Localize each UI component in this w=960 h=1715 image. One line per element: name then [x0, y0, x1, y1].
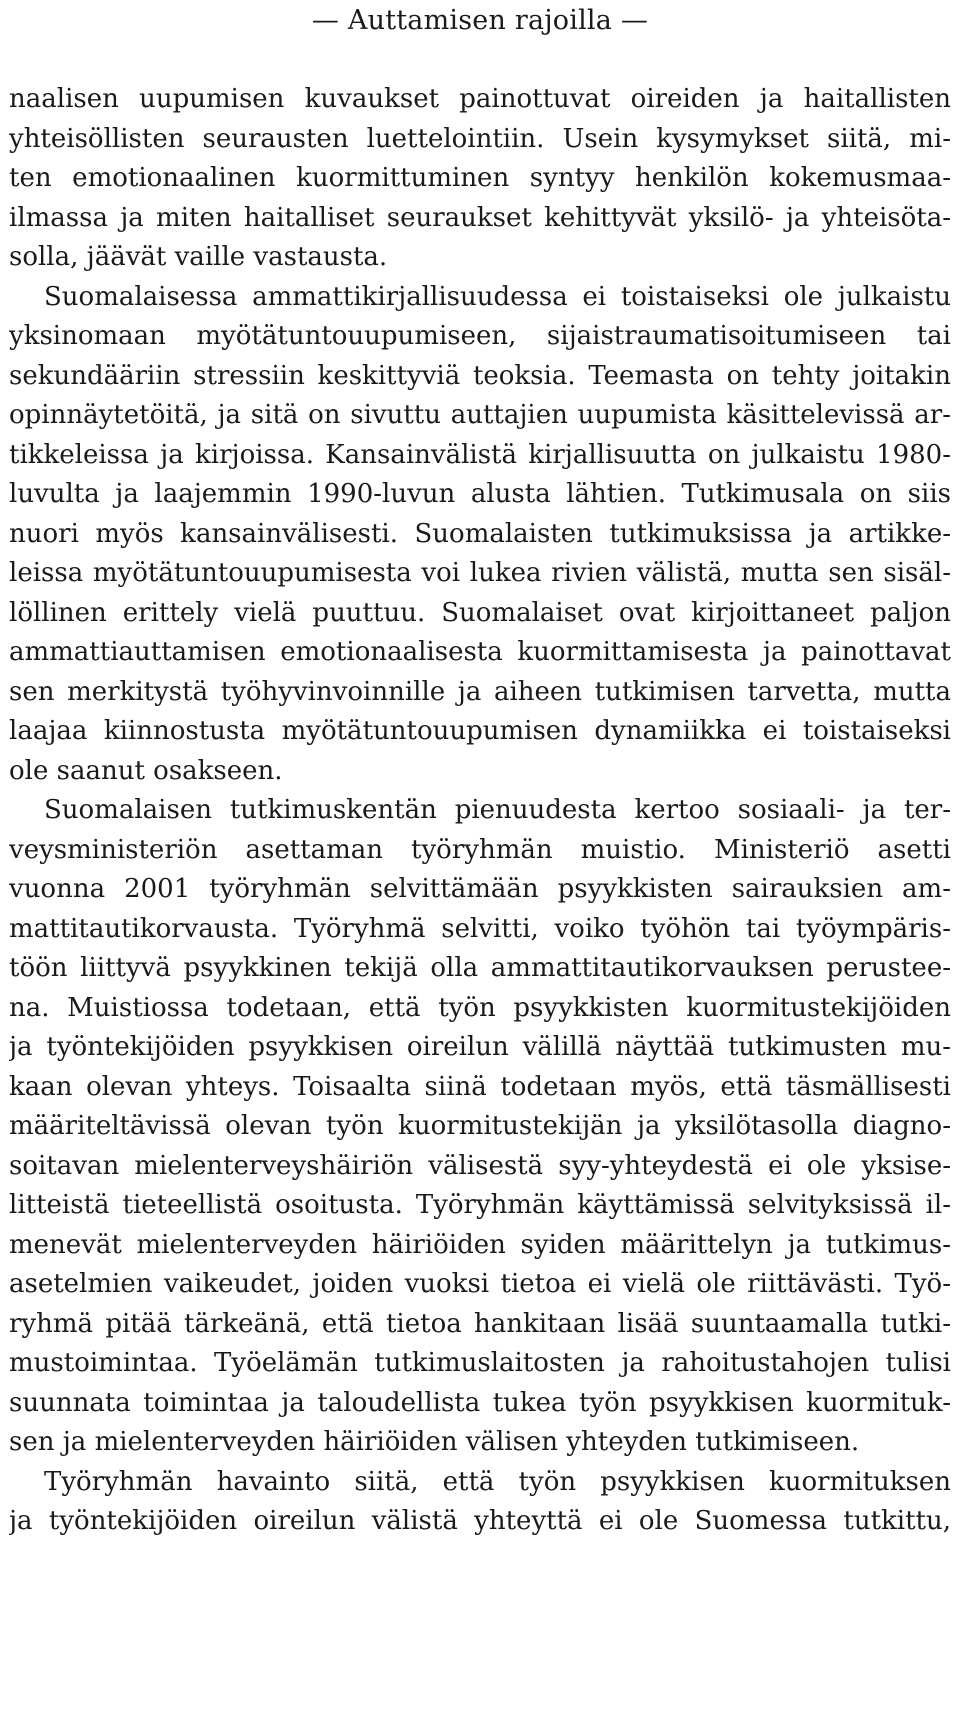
text-line: sen ja mielenterveyden häiriöiden välisen yhteyden tutkimiseen. — [9, 1427, 860, 1457]
body-text — [9, 80, 951, 1542]
text-line: ilmassa ja miten haitalliset seuraukset kehittyvät yksilö- ja yhteisöta- — [9, 202, 951, 233]
text-line: Työryhmän havainto siitä, että työn psyykkisen kuormituksen — [44, 1466, 951, 1497]
text-line: naalisen uupumisen kuvaukset painottuvat oireiden ja haitallisten — [9, 84, 951, 114]
text-line: nuori myös kansainvälisesti. Suomalaisten tutkimuksissa ja artikke- — [9, 518, 951, 549]
text-line: soitavan mielenterveyshäiriön välisestä syy-yhteydestä ei ole yksise- — [9, 1150, 951, 1181]
paragraph — [9, 1463, 951, 1542]
text-line: ryhmä pitää tärkeänä, että tietoa hankitaan lisää suuntaamalla tutki- — [9, 1308, 951, 1339]
text-line: opinnäytetöitä, ja sitä on sivuttu auttajien uupumista käsittelevissä ar- — [9, 400, 951, 430]
text-line: mattitautikorvausta. Työryhmä selvitti, voiko työhön tai työympäris- — [9, 913, 951, 944]
text-line: ja työntekijöiden oireilun välistä yhteyttä ei ole Suomessa tutkittu, — [9, 1506, 951, 1536]
text-line: Suomalaisessa ammattikirjallisuudessa ei toistaiseksi ole julkaistu — [44, 281, 951, 312]
text-line: suunnata toimintaa ja taloudellista tukea työn psyykkisen kuormituk- — [9, 1387, 951, 1418]
text-line: ten emotionaalinen kuormittuminen syntyy henkilön kokemusmaa- — [9, 163, 951, 193]
text-line: vuonna 2001 työryhmän selvittämään psyykkisten sairauksien am- — [9, 874, 951, 904]
text-line: ammattiauttamisen emotionaalisesta kuormittamisesta ja painottavat — [9, 637, 951, 667]
text-line: löllinen erittely vielä puuttuu. Suomalaiset ovat kirjoittaneet paljon — [9, 597, 951, 628]
running-header: — Auttamisen rajoilla — — [311, 5, 649, 36]
text-line: asetelmien vaikeudet, joiden vuoksi tietoa ei vielä ole riittävästi. Työ- — [9, 1269, 951, 1299]
text-line: määriteltävissä olevan työn kuormitustekijän ja yksilötasolla diagno- — [9, 1111, 951, 1141]
text-line: na. Muistiossa todetaan, että työn psyykkisten kuormitustekijöiden — [9, 992, 951, 1023]
text-line: leissa myötätuntouupumisesta voi lukea rivien välistä, mutta sen sisäl- — [9, 558, 951, 588]
text-line: sen merkitystä työhyvinvoinnille ja aiheen tutkimisen tarvetta, mutta — [9, 676, 951, 707]
text-line: yksinomaan myötätuntouupumiseen, sijaistraumatisoitumiseen tai — [9, 321, 951, 351]
text-line: laajaa kiinnostusta myötätuntouupumisen dynamiikka ei toistaiseksi — [9, 716, 951, 746]
text-line: tikkeleissa ja kirjoissa. Kansainvälistä kirjallisuutta on julkaistu 1980- — [9, 439, 951, 470]
text-line: töön liittyvä psyykkinen tekijä olla ammattitautikorvauksen perustee- — [9, 953, 951, 983]
text-line: mustoimintaa. Työelämän tutkimuslaitosten ja rahoitustahojen tulisi — [9, 1348, 951, 1378]
paragraph — [9, 278, 951, 792]
text-line: sekundääriin stressiin keskittyviä teoksia. Teemasta on tehty joitakin — [9, 360, 951, 391]
text-line: Suomalaisen tutkimuskentän pienuudesta kertoo sosiaali- ja ter- — [44, 795, 951, 825]
text-line: yhteisöllisten seurausten luettelointiin. Usein kysymykset siitä, mi- — [9, 123, 951, 154]
text-line: luvulta ja laajemmin 1990-luvun alusta lähtien. Tutkimusala on siis — [9, 479, 951, 509]
paragraph — [9, 80, 951, 278]
text-line: veysministeriön asettaman työryhmän muistio. Ministeriö asetti — [9, 834, 951, 865]
text-line: ole saanut osakseen. — [9, 755, 283, 786]
text-line: ja työntekijöiden psyykkisen oireilun välillä näyttää tutkimusten mu- — [9, 1032, 951, 1062]
text-line: menevät mielenterveyden häiriöiden syiden määrittelyn ja tutkimus- — [9, 1229, 951, 1260]
paragraph — [9, 791, 951, 1463]
text-line: kaan olevan yhteys. Toisaalta siinä todetaan myös, että täsmällisesti — [9, 1071, 951, 1102]
text-line: solla, jäävät vaille vastausta. — [9, 242, 388, 272]
text-line: litteistä tieteellistä osoitusta. Työryhmän käyttämissä selvityksissä il- — [9, 1190, 951, 1220]
